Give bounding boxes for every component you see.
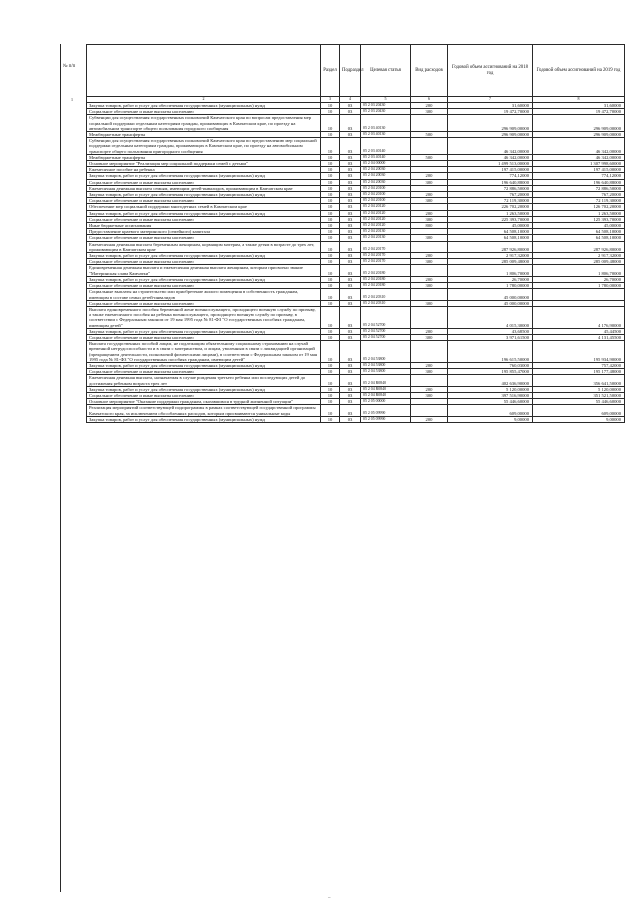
row-razdel: 10 xyxy=(321,173,340,179)
row-amount-2018: 196 615,50000 xyxy=(448,341,533,363)
row-podrazdel: 03 xyxy=(340,223,361,229)
row-name: Закупка товаров, работ и услуг для обеспечения государственных (муниципальных) нужд xyxy=(87,253,321,259)
row-name: Закупка товаров, работ и услуг для обеспечения государственных (муниципальных) нужд xyxy=(87,328,321,334)
row-razdel: 10 xyxy=(321,109,340,115)
row-amount-2019: 45,00000 xyxy=(533,223,625,229)
row-number-colnum: 1 xyxy=(71,97,73,102)
row-razdel: 10 xyxy=(321,289,340,300)
row-podrazdel: 03 xyxy=(340,109,361,115)
row-amount-2019: 774,12000 xyxy=(533,173,625,179)
row-podrazdel: 03 xyxy=(340,192,361,198)
row-razdel: 10 xyxy=(321,405,340,416)
row-podrazdel: 03 xyxy=(340,341,361,363)
row-amount-2018: 9,00000 xyxy=(448,416,533,422)
row-expense-type: 200 xyxy=(411,328,448,334)
row-amount-2019: 5 120,00000 xyxy=(533,386,625,392)
row-amount-2018: 1 780,00000 xyxy=(448,283,533,289)
row-amount-2019: 72 886,50000 xyxy=(533,185,625,191)
row-name: Ежемесячная денежная выплата, назначаемая в случае рождения третьего ребенка или последующих детей до достижения ребенком возраста трех лет xyxy=(87,375,321,386)
table-body xyxy=(87,103,625,423)
row-amount-2019: 46 342,00000 xyxy=(533,154,625,160)
row-name: Закупка товаров, работ и услуг для обеспечения государственных (муниципальных) нужд xyxy=(87,192,321,198)
row-razdel: 10 xyxy=(321,265,340,276)
row-amount-2018: 226 702,20000 xyxy=(448,204,533,210)
colnum: 2 xyxy=(87,97,321,103)
row-name: Ежемесячная денежная выплата семьям, имеющим детей-инвалидов, проживающим в Камчатском крае xyxy=(87,185,321,191)
table-row xyxy=(87,416,625,422)
row-name: Предоставление краевого материнского (семейного) капитала xyxy=(87,229,321,235)
row-razdel: 10 xyxy=(321,416,340,422)
row-expense-type xyxy=(411,265,448,276)
table-row xyxy=(87,241,625,252)
row-razdel: 10 xyxy=(321,198,340,204)
row-expense-type xyxy=(411,138,448,155)
row-amount-2018: 72 886,50000 xyxy=(448,185,533,191)
row-target-article: 05 2 04 20030 xyxy=(361,179,411,185)
row-amount-2018: 64 508,10000 xyxy=(448,229,533,235)
table-row xyxy=(87,289,625,300)
row-target-article: 05 2 04 20310 xyxy=(361,289,411,300)
row-target-article: 05 2 04 20170 xyxy=(361,241,411,252)
row-amount-2019: 767,20000 xyxy=(533,192,625,198)
row-podrazdel: 03 xyxy=(340,241,361,252)
row-target-article: 05 2 05 09990 xyxy=(361,416,411,422)
row-podrazdel: 03 xyxy=(340,334,361,340)
row-podrazdel: 03 xyxy=(340,167,361,173)
row-razdel: 10 xyxy=(321,259,340,265)
row-target-article: 05 2 03 40130 xyxy=(361,132,411,138)
row-target-article: 05 2 05 09990 xyxy=(361,405,411,416)
row-expense-type: 300 xyxy=(411,179,448,185)
row-target-article: 05 2 04 20120 xyxy=(361,216,411,222)
row-amount-2018: 1 499 513,00000 xyxy=(448,161,533,167)
row-amount-2018: 760,03000 xyxy=(448,362,533,368)
row-podrazdel: 03 xyxy=(340,161,361,167)
row-expense-type xyxy=(411,306,448,328)
row-target-article: 05 2 03 40140 xyxy=(361,154,411,160)
row-amount-2018: 285 009,48000 xyxy=(448,259,533,265)
row-target-article: 05 2 05 00000 xyxy=(361,399,411,405)
row-razdel: 10 xyxy=(321,235,340,241)
row-expense-type: 800 xyxy=(411,223,448,229)
row-name: Выплата единовременного пособия беременной жене военнослужащего, проходящего военную службу по призыву, а также ежемесячного пособия на ребенка военнослужащего, проходящего военную службу по призыву, в соответствии с Федеральным законом от 19 мая 1995 года № 81-ФЗ "О государственных пособиях гражданам, имеющим детей" xyxy=(87,306,321,328)
row-expense-type: 500 xyxy=(411,132,448,138)
row-podrazdel: 03 xyxy=(340,185,361,191)
row-amount-2018: 196 640,88000 xyxy=(448,179,533,185)
row-expense-type xyxy=(411,241,448,252)
row-target-article: 05 2 04 52700 xyxy=(361,306,411,328)
row-target-article: 05 2 04 53800 xyxy=(361,341,411,363)
row-amount-2019: 351 521,50000 xyxy=(533,392,625,398)
row-amount-2019: 296 909,00000 xyxy=(533,132,625,138)
row-target-article: 05 2 04 20310 xyxy=(361,300,411,306)
row-name: Социальное обеспечение и иные выплаты населению xyxy=(87,392,321,398)
row-amount-2018: 43,68500 xyxy=(448,328,533,334)
row-razdel: 10 xyxy=(321,283,340,289)
row-razdel: 10 xyxy=(321,375,340,386)
row-amount-2019: 64 508,10000 xyxy=(533,235,625,241)
row-razdel: 10 xyxy=(321,161,340,167)
colnum: 7 xyxy=(448,97,533,103)
row-amount-2018: 287 926,80000 xyxy=(448,241,533,252)
row-amount-2019: 1 780,00000 xyxy=(533,283,625,289)
row-amount-2019: 9,00000 xyxy=(533,416,625,422)
row-name: Социальное обеспечение и иные выплаты населению xyxy=(87,198,321,204)
row-expense-type: 200 xyxy=(411,253,448,259)
row-name: Основное мероприятие "Оказание поддержки гражданам, оказавшимся в трудной жизненной ситуации" xyxy=(87,399,321,405)
row-amount-2019: 285 009,48000 xyxy=(533,259,625,265)
row-expense-type: 300 xyxy=(411,109,448,115)
row-name: Межбюджетные трансферты xyxy=(87,132,321,138)
row-name: Социальное обеспечение и иные выплаты населению xyxy=(87,109,321,115)
row-expense-type: 200 xyxy=(411,103,448,109)
row-podrazdel: 03 xyxy=(340,173,361,179)
row-amount-2018: 5 120,00000 xyxy=(448,386,533,392)
colnum: 5 xyxy=(361,97,411,103)
row-podrazdel: 03 xyxy=(340,300,361,306)
row-razdel: 10 xyxy=(321,132,340,138)
row-target-article: 05 2 04 20120 xyxy=(361,210,411,216)
row-expense-type: 300 xyxy=(411,216,448,222)
row-razdel: 10 xyxy=(321,167,340,173)
row-amount-2019: 4 131,45500 xyxy=(533,334,625,340)
row-podrazdel: 03 xyxy=(340,229,361,235)
row-amount-2018: 402 636,90000 xyxy=(448,375,533,386)
row-amount-2018: 19 472,70000 xyxy=(448,109,533,115)
row-expense-type xyxy=(411,341,448,363)
row-amount-2019: 31,60000 xyxy=(533,103,625,109)
page-mark: – xyxy=(328,896,331,901)
row-target-article: 05 2 04 20120 xyxy=(361,204,411,210)
row-name: Единовременная денежная выплата и ежемесячная денежная выплата женщинам, которым присвоено звание "Материнская слава Камчатки" xyxy=(87,265,321,276)
row-expense-type: 200 xyxy=(411,173,448,179)
row-razdel: 10 xyxy=(321,229,340,235)
row-target-article: 05 2 04 20120 xyxy=(361,223,411,229)
row-name: Социальное обеспечение и иные выплаты населению xyxy=(87,283,321,289)
row-podrazdel: 03 xyxy=(340,399,361,405)
row-expense-type: 200 xyxy=(411,210,448,216)
row-name: Межбюджетные трансферты xyxy=(87,154,321,160)
header-expense-type: Вид расходов xyxy=(411,45,448,97)
row-amount-2019: 45,44500 xyxy=(533,328,625,334)
row-target-article: 05 2 04 20180 xyxy=(361,276,411,282)
header-target-article: Целевая статья xyxy=(361,45,411,97)
row-amount-2018: 45 000,00000 xyxy=(448,289,533,300)
row-razdel: 10 xyxy=(321,204,340,210)
header-razdel: Раздел xyxy=(321,45,340,97)
table-row xyxy=(87,115,625,132)
row-amount-2018: 3 971,61500 xyxy=(448,334,533,340)
row-razdel: 10 xyxy=(321,179,340,185)
row-expense-type: 300 xyxy=(411,334,448,340)
row-amount-2018: 767,20000 xyxy=(448,192,533,198)
header-name xyxy=(87,45,321,97)
row-name: Социальное обеспечение и иные выплаты населению xyxy=(87,216,321,222)
row-expense-type: 200 xyxy=(411,276,448,282)
row-amount-2018: 46 342,00000 xyxy=(448,154,533,160)
header-2019: Годовой объем ассигнований на 2019 год xyxy=(533,45,625,97)
row-podrazdel: 03 xyxy=(340,265,361,276)
row-expense-type: 300 xyxy=(411,283,448,289)
row-target-article: 05 2 04 20100 xyxy=(361,192,411,198)
row-target-article: 05 2 04 20130 xyxy=(361,229,411,235)
row-name: Закупка товаров, работ и услуг для обеспечения государственных (муниципальных) нужд xyxy=(87,173,321,179)
row-amount-2018: 296 909,00000 xyxy=(448,132,533,138)
row-target-article: 05 2 04 00000 xyxy=(361,161,411,167)
row-podrazdel: 03 xyxy=(340,204,361,210)
row-amount-2018: 64 508,10000 xyxy=(448,235,533,241)
row-name: Социальное обеспечение и иные выплаты населению xyxy=(87,300,321,306)
row-name: Ежемесячная денежная выплата беременным женщинам, кормящим матерям, а также детям в возрасте до трех лет, проживающим в Камчатском крае xyxy=(87,241,321,252)
row-target-article: 05 2 03 20430 xyxy=(361,103,411,109)
row-number-header: № п/п xyxy=(63,64,76,69)
row-razdel: 10 xyxy=(321,334,340,340)
row-amount-2019: 1 263,50000 xyxy=(533,210,625,216)
row-target-article: 05 2 04 20030 xyxy=(361,173,411,179)
row-amount-2019: 1 806,70000 xyxy=(533,265,625,276)
row-name: Иные бюджетные ассигнования xyxy=(87,223,321,229)
table-row xyxy=(87,341,625,363)
row-razdel: 10 xyxy=(321,369,340,375)
row-amount-2019: 4 176,90000 xyxy=(533,306,625,328)
row-razdel: 10 xyxy=(321,386,340,392)
row-podrazdel: 03 xyxy=(340,306,361,328)
row-expense-type: 200 xyxy=(411,192,448,198)
row-podrazdel: 03 xyxy=(340,138,361,155)
row-amount-2018: 296 909,00000 xyxy=(448,115,533,132)
row-target-article: 05 2 04 20170 xyxy=(361,253,411,259)
row-podrazdel: 03 xyxy=(340,198,361,204)
row-podrazdel: 03 xyxy=(340,253,361,259)
row-target-article: 05 2 04 52700 xyxy=(361,334,411,340)
row-razdel: 10 xyxy=(321,276,340,282)
row-target-article: 05 2 04 53800 xyxy=(361,369,411,375)
row-name: Социальное обеспечение и иные выплаты населению xyxy=(87,334,321,340)
row-amount-2018: 45,00000 xyxy=(448,223,533,229)
row-razdel: 10 xyxy=(321,210,340,216)
row-podrazdel: 03 xyxy=(340,362,361,368)
row-amount-2019: 196 640,88000 xyxy=(533,179,625,185)
row-amount-2019: 19 472,70000 xyxy=(533,109,625,115)
row-target-article: 05 2 03 40140 xyxy=(361,138,411,155)
row-amount-2018: 195 855,47000 xyxy=(448,369,533,375)
row-amount-2018: 609,00000 xyxy=(448,405,533,416)
row-podrazdel: 03 xyxy=(340,375,361,386)
row-razdel: 10 xyxy=(321,192,340,198)
row-amount-2019: 26,70000 xyxy=(533,276,625,282)
row-expense-type: 300 xyxy=(411,369,448,375)
row-name: Субвенции для осуществления государственных полномочий Камчатского края по предоставлению мер социальной поддержки отдельным категориям граждан, проживающих в Камчатском крае, по проезду на автомобильном транспорте общего пользования пригородного сообщения xyxy=(87,138,321,155)
row-podrazdel: 03 xyxy=(340,115,361,132)
row-number-column xyxy=(60,44,87,892)
row-razdel: 10 xyxy=(321,115,340,132)
colnum: 8 xyxy=(533,97,625,103)
row-amount-2019: 197 415,00000 xyxy=(533,167,625,173)
row-razdel: 10 xyxy=(321,328,340,334)
row-target-article: 05 2 04 R0840 xyxy=(361,375,411,386)
row-expense-type xyxy=(411,405,448,416)
row-name: Закупка товаров, работ и услуг для обеспечения государственных (муниципальных) нужд xyxy=(87,416,321,422)
row-name: Закупка товаров, работ и услуг для обеспечения государственных (муниципальных) нужд xyxy=(87,276,321,282)
row-expense-type: 200 xyxy=(411,416,448,422)
row-amount-2019: 757,42000 xyxy=(533,362,625,368)
row-amount-2018: 4 015,30000 xyxy=(448,306,533,328)
row-name: Социальное обеспечение и иные выплаты населению xyxy=(87,259,321,265)
row-amount-2018: 225 393,70000 xyxy=(448,216,533,222)
row-amount-2018: 1 263,50000 xyxy=(448,210,533,216)
row-name: Социальное обеспечение и иные выплаты населению xyxy=(87,235,321,241)
row-target-article: 05 2 04 R0840 xyxy=(361,386,411,392)
row-podrazdel: 03 xyxy=(340,179,361,185)
row-expense-type xyxy=(411,115,448,132)
table-row xyxy=(87,405,625,416)
row-target-article: 05 2 04 20170 xyxy=(361,259,411,265)
row-podrazdel: 03 xyxy=(340,392,361,398)
row-amount-2019: 72 119,30000 xyxy=(533,198,625,204)
row-amount-2019: 195 177,48000 xyxy=(533,369,625,375)
row-expense-type: 300 xyxy=(411,198,448,204)
table-header-row xyxy=(87,45,625,97)
colnum: 6 xyxy=(411,97,448,103)
colnum: 4 xyxy=(340,97,361,103)
row-target-article: 05 2 04 R0840 xyxy=(361,392,411,398)
row-amount-2019: 1 307 998,60000 xyxy=(533,161,625,167)
row-expense-type: 300 xyxy=(411,259,448,265)
row-name: Выплата государственных пособий лицам, не подлежащим обязательному социальному страхованию на случай временной нетрудоспособности и в связи с материнством, и лицам, уволенным в связи с ликвидацией организаций (прекращением деятельности, полномочий физическими лицами), в соответствии с Федеральным законом от 19 мая 1995 года № 81-ФЗ "О государственных пособиях гражданам, имеющим детей" xyxy=(87,341,321,363)
row-name: Закупка товаров, работ и услуг для обеспечения государственных (муниципальных) нужд xyxy=(87,103,321,109)
row-podrazdel: 03 xyxy=(340,283,361,289)
table-row xyxy=(87,265,625,276)
row-expense-type: 300 xyxy=(411,235,448,241)
row-razdel: 10 xyxy=(321,154,340,160)
row-podrazdel: 03 xyxy=(340,405,361,416)
row-expense-type: 300 xyxy=(411,300,448,306)
header-2018: Годовой объем ассигнований на 2018 год xyxy=(448,45,533,97)
row-razdel: 10 xyxy=(321,392,340,398)
row-amount-2019: 55 446,60000 xyxy=(533,399,625,405)
row-podrazdel: 03 xyxy=(340,416,361,422)
row-amount-2019: 64 508,10000 xyxy=(533,229,625,235)
row-podrazdel: 03 xyxy=(340,276,361,282)
row-razdel: 10 xyxy=(321,185,340,191)
row-target-article: 05 2 04 20130 xyxy=(361,235,411,241)
row-amount-2019 xyxy=(533,289,625,300)
row-target-article: 05 2 03 40130 xyxy=(361,115,411,132)
row-target-article: 05 2 03 20430 xyxy=(361,109,411,115)
table-row xyxy=(87,375,625,386)
row-amount-2018: 46 342,00000 xyxy=(448,138,533,155)
row-expense-type: 500 xyxy=(411,154,448,160)
header-podrazdel: Подраздел xyxy=(340,45,361,97)
row-target-article: 05 2 04 20100 xyxy=(361,198,411,204)
row-amount-2019: 125 393,70000 xyxy=(533,216,625,222)
row-amount-2019: 126 702,20000 xyxy=(533,204,625,210)
row-amount-2019: 287 926,80000 xyxy=(533,241,625,252)
row-name: Ежемесячное пособие на ребенка xyxy=(87,167,321,173)
row-name: Субвенции для осуществления государственных полномочий Камчатского края по вопросам предоставления мер социальной поддержки отдельным категориям граждан, проживающих в Камчатском крае, по проезду на автомобильном транспорте общего пользования городского сообщения xyxy=(87,115,321,132)
row-razdel: 10 xyxy=(321,241,340,252)
row-podrazdel: 03 xyxy=(340,154,361,160)
row-amount-2018: 26,70000 xyxy=(448,276,533,282)
row-name: Социальное обеспечение и иные выплаты населению xyxy=(87,179,321,185)
row-amount-2018: 197 415,00000 xyxy=(448,167,533,173)
row-target-article: 05 2 04 53800 xyxy=(361,362,411,368)
table-row xyxy=(87,306,625,328)
row-name: Закупка товаров, работ и услуг для обеспечения государственных (муниципальных) нужд xyxy=(87,362,321,368)
row-podrazdel: 03 xyxy=(340,369,361,375)
row-name: Социальное обеспечение и иные выплаты населению xyxy=(87,369,321,375)
row-amount-2018: 1 806,70000 xyxy=(448,265,533,276)
row-podrazdel: 03 xyxy=(340,289,361,300)
row-amount-2018: 2 917,32000 xyxy=(448,253,533,259)
row-razdel: 10 xyxy=(321,253,340,259)
row-amount-2018: 55 446,60000 xyxy=(448,399,533,405)
row-razdel: 10 xyxy=(321,306,340,328)
row-expense-type: 200 xyxy=(411,362,448,368)
row-name: Реализация мероприятий соответствующей подпрограммы в рамках соответствующей государственной программы Камчатского края, за исключением обособленных расходов, которым присваиваются уникальные коды xyxy=(87,405,321,416)
budget-table xyxy=(86,44,625,423)
row-amount-2019: 609,00000 xyxy=(533,405,625,416)
row-podrazdel: 03 xyxy=(340,259,361,265)
row-amount-2019: 195 934,90000 xyxy=(533,341,625,363)
row-name: Социальные выплаты на строительство или приобретение жилого помещения в собственность гражданам, имеющим в составе семьи детей-инвалидов xyxy=(87,289,321,300)
row-amount-2018: 31,60000 xyxy=(448,103,533,109)
table-row xyxy=(87,138,625,155)
row-amount-2018: 72 119,30000 xyxy=(448,198,533,204)
budget-table-sheet xyxy=(86,44,624,423)
row-razdel: 10 xyxy=(321,103,340,109)
row-razdel: 10 xyxy=(321,138,340,155)
row-amount-2019: 46 342,00000 xyxy=(533,138,625,155)
row-podrazdel: 03 xyxy=(340,103,361,109)
row-amount-2019: 356 641,50000 xyxy=(533,375,625,386)
row-target-article: 05 2 04 20030 xyxy=(361,167,411,173)
row-target-article: 05 2 04 20180 xyxy=(361,283,411,289)
row-razdel: 10 xyxy=(321,341,340,363)
row-podrazdel: 03 xyxy=(340,132,361,138)
row-razdel: 10 xyxy=(321,216,340,222)
row-podrazdel: 03 xyxy=(340,328,361,334)
row-amount-2019: 296 909,00000 xyxy=(533,115,625,132)
row-target-article: 05 2 04 52700 xyxy=(361,328,411,334)
row-razdel: 10 xyxy=(321,300,340,306)
row-expense-type xyxy=(411,289,448,300)
row-amount-2018: 774,12000 xyxy=(448,173,533,179)
row-amount-2019: 2 917,32000 xyxy=(533,253,625,259)
row-amount-2018: 45 000,00000 xyxy=(448,300,533,306)
row-target-article: 05 2 04 20180 xyxy=(361,265,411,276)
row-expense-type: 200 xyxy=(411,386,448,392)
row-name: Закупка товаров, работ и услуг для обеспечения государственных (муниципальных) нужд xyxy=(87,386,321,392)
row-target-article: 05 2 04 20100 xyxy=(361,185,411,191)
colnum: 3 xyxy=(321,97,340,103)
row-name: Обеспечение мер социальной поддержки многодетных семей в Камчатском крае xyxy=(87,204,321,210)
row-razdel: 10 xyxy=(321,362,340,368)
row-amount-2018: 397 516,90000 xyxy=(448,392,533,398)
row-expense-type: 300 xyxy=(411,392,448,398)
row-name: Закупка товаров, работ и услуг для обеспечения государственных (муниципальных) нужд xyxy=(87,210,321,216)
row-expense-type xyxy=(411,375,448,386)
row-razdel: 10 xyxy=(321,223,340,229)
row-podrazdel: 03 xyxy=(340,235,361,241)
row-podrazdel: 03 xyxy=(340,216,361,222)
row-name: Основное мероприятие "Реализация мер социальной поддержки семей с детьми" xyxy=(87,161,321,167)
row-podrazdel: 03 xyxy=(340,386,361,392)
row-podrazdel: 03 xyxy=(340,210,361,216)
row-razdel: 10 xyxy=(321,399,340,405)
